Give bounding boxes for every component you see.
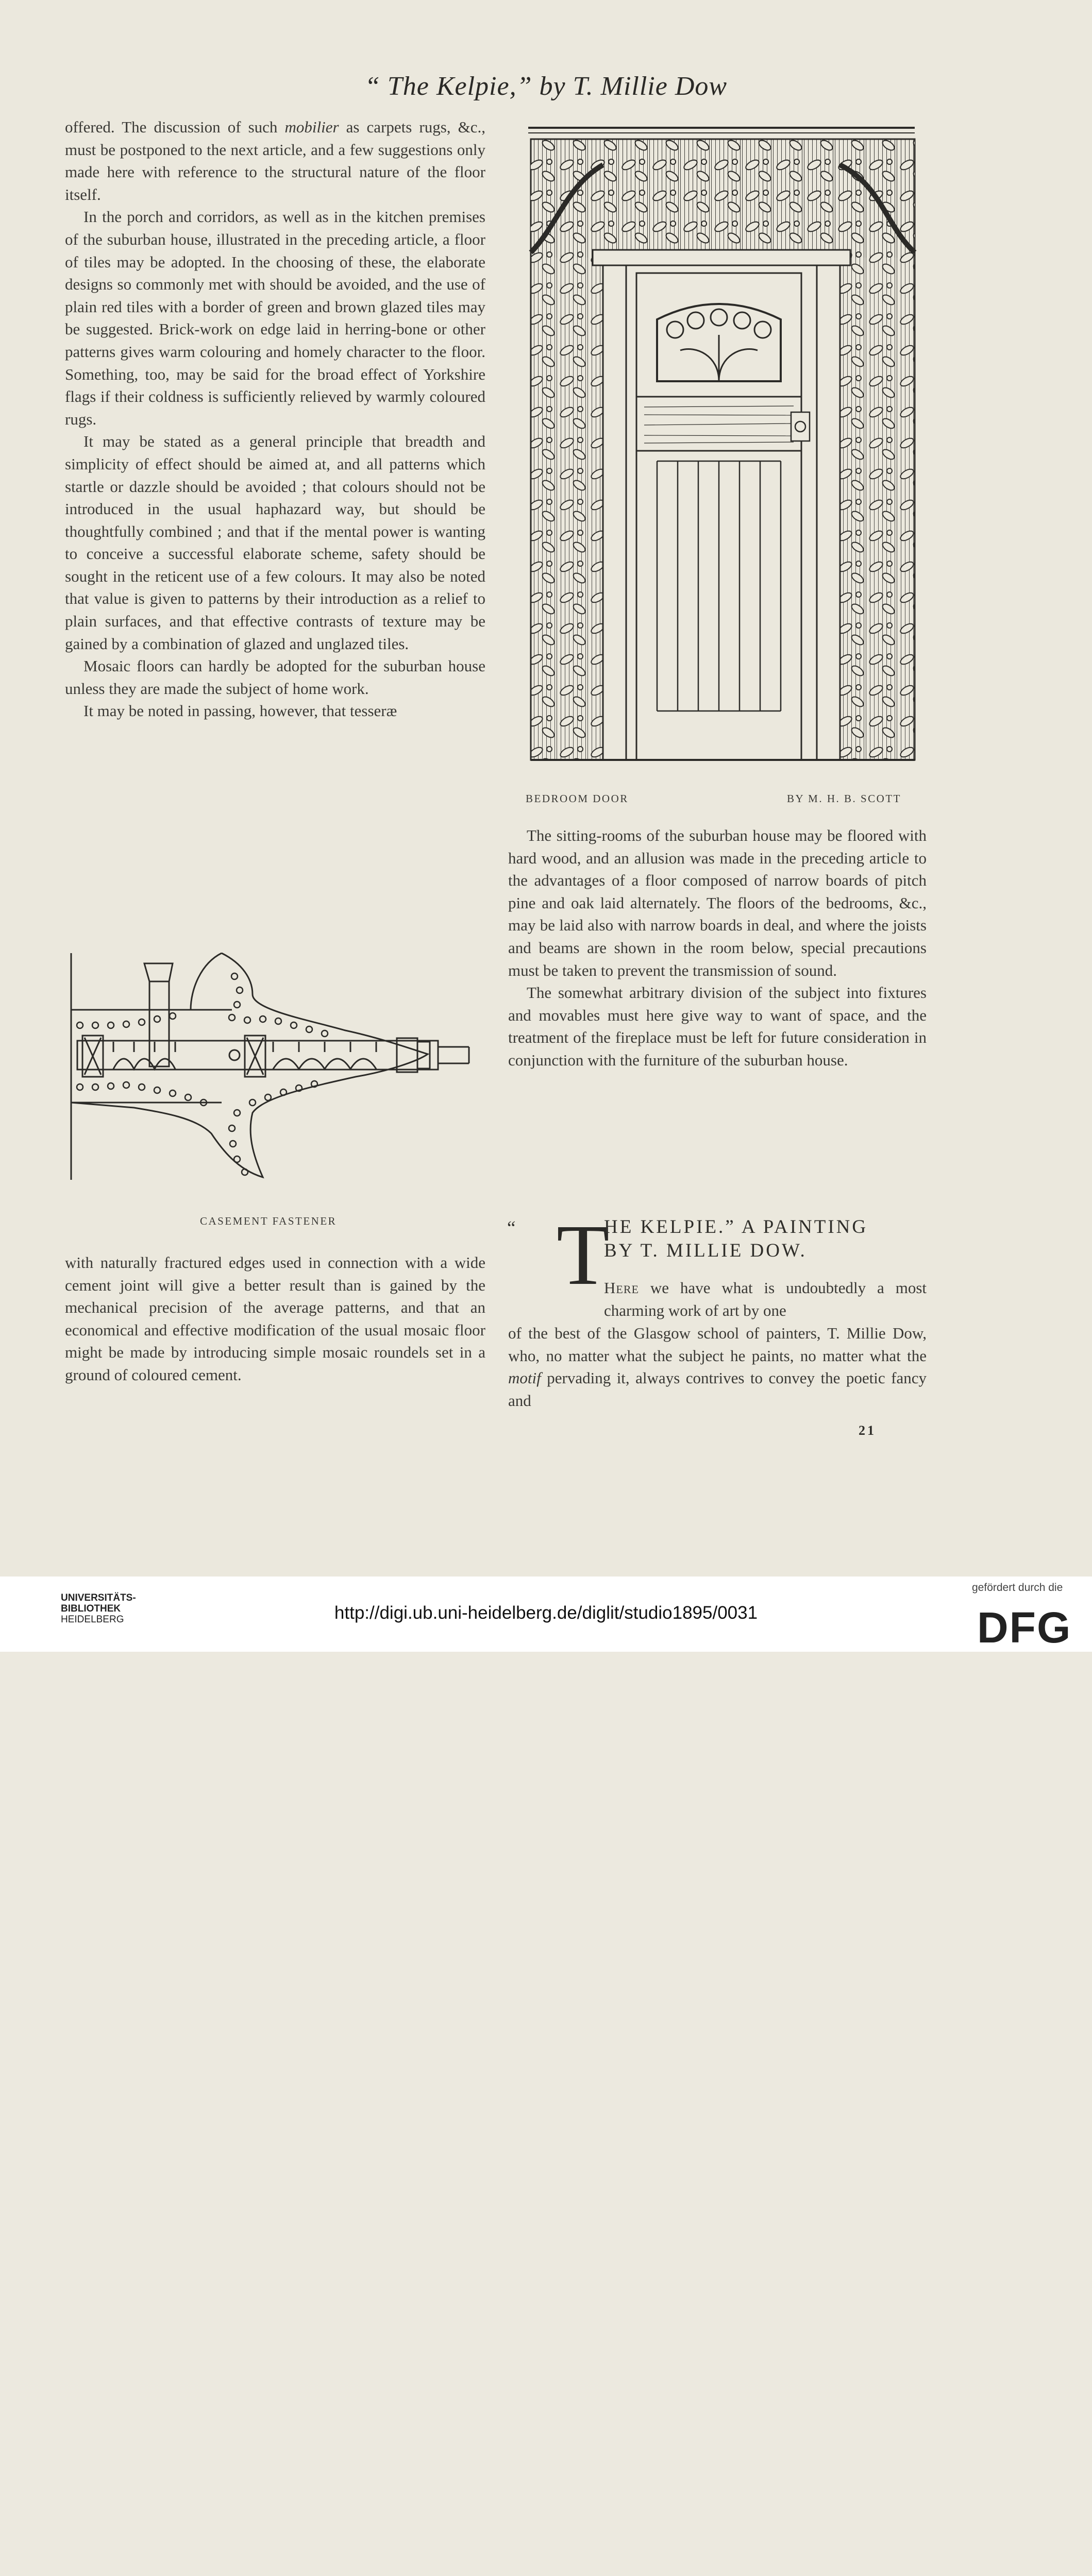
- right-column: [508, 824, 927, 1072]
- section-heading-line2: BY T. MILLIE DOW.: [604, 1240, 807, 1261]
- paragraph-sitting-rooms: The sitting-rooms of the suburban house may be floored with hard wood, and an allusion was made in the preceding article to the advantages of a floor composed of narrow boards of pitch pine and oak laid alternately. The floors of the bedrooms, &c., may be laid also with narrow boards in deal, and where the joists and beams are shown in the room below, special precautions must be taken to prevent the transmission of sound.: [508, 826, 927, 979]
- kelpie-paragraph-first: [604, 1277, 927, 1321]
- casement-fastener-caption: CASEMENT FASTENER: [200, 1215, 337, 1227]
- bedroom-door-illustration: [526, 124, 917, 783]
- section-heading-line1: HE KELPIE.” A PAINTING: [604, 1216, 868, 1238]
- running-head: “ The Kelpie,” by T. Millie Dow: [364, 72, 728, 101]
- kelpie-line-a: Here we have what is undoubtedly a most charming work of art by one: [604, 1279, 927, 1319]
- section-dropcap: T: [557, 1207, 610, 1303]
- paragraph-principle: It may be stated as a general principle that breadth and simplicity of effect should be aimed at, and all patterns which startle or dazzle should be avoided ; that colours should not be introduced in the usual haphazard way, but should be thoughtfully combined ; and that if the mental power is wanting to conceive a successful elaborate scheme, safety should be sought in the reticent use of a few colours. It may also be noted that value is given to patterns by their introduction as a relief to plain surfaces, and that effective contrasts of texture may be gained by a combination of glazed and unglazed tiles.: [65, 432, 485, 653]
- left-column-bottom: [65, 1251, 485, 1386]
- source-url-link[interactable]: http://digi.ub.uni-heidelberg.de/diglit/studio1895/0031: [334, 1603, 758, 1623]
- casement-fastener-illustration: [67, 933, 479, 1206]
- paragraph-mosaic: Mosaic floors can hardly be adopted for the suburban house unless they are made the subject of home work.: [65, 657, 485, 698]
- paragraph-division: The somewhat arbitrary division of the subject into fixtures and movables must here give way to want of space, and the treatment of the fireplace must be left for future consideration in conjunction with the furniture of the suburban house.: [508, 984, 927, 1069]
- section-open-quote: “: [507, 1217, 518, 1239]
- paragraph-tesserae-cont: with naturally fractured edges used in connection with a wide cement joint will give a better result than is gained by the mechanical precision of the average patterns, and that an economical and effective modification of the usual mosaic floor might be made by introducing simple mosaic roundels set in a ground of coloured cement.: [65, 1253, 485, 1384]
- kelpie-paragraph-cont: of the best of the Glasgow school of painters, T. Millie Dow, who, no matter what the subject he paints, no matter what the motif pervading it, always contrives to convey the poetic fancy and: [508, 1324, 927, 1410]
- bedroom-door-caption-artist: BY M. H. B. SCOTT: [787, 792, 901, 805]
- paragraph-porch: In the porch and corridors, as well as in the kitchen premises of the suburban house, illustrated in the preceding article, a floor of tiles may be adopted. In the choosing of these, the elaborate designs so commonly met with should be avoided, and the use of plain red tiles with a border of green and brown glazed tiles may be suggested. Brick-work on edge laid in herring-bone or other patterns gives warm colouring and homely character to the floor. Something, too, may be said for the broad effect of Yorkshire flags if their coldness is sufficiently relieved by warmly coloured rugs.: [65, 208, 485, 428]
- paragraph-offered: offered. The discussion of such mobilier as carpets rugs, &c., must be postponed to the next article, and a few suggestions only made here with reference to the structural nature of the floor itself.: [65, 118, 485, 204]
- bedroom-door-caption-title: BEDROOM DOOR: [526, 792, 629, 805]
- library-name: UNIVERSITÄTS- BIBLIOTHEK HEIDELBERG: [61, 1592, 136, 1625]
- left-column-top: [65, 116, 485, 722]
- page-number: 21: [859, 1423, 876, 1438]
- kelpie-lead: Here: [604, 1279, 639, 1297]
- dfg-logo: DFG: [977, 1603, 1072, 1652]
- kelpie-motif: motif: [508, 1369, 541, 1387]
- paragraph-tesserae: It may be noted in passing, however, that tesseræ: [83, 702, 397, 720]
- sponsor-line: gefördert durch die: [972, 1582, 1063, 1594]
